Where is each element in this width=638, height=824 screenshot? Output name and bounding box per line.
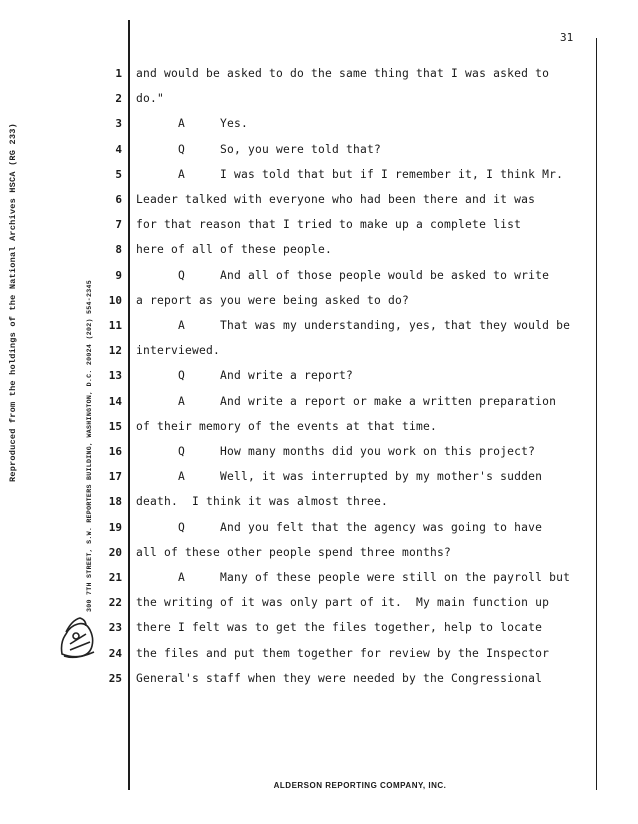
- reporter-seal-icon: [56, 614, 100, 660]
- transcript-line: Q And all of those people would be asked to write: [136, 268, 550, 282]
- transcript-line: Leader talked with everyone who had been there and it was: [136, 193, 536, 206]
- transcript-line: a report as you were being asked to do?: [136, 293, 410, 307]
- transcript-line: Q How many months did you work on this project?: [136, 445, 536, 458]
- transcript-line: for that reason that I tried to make up a complete list: [136, 218, 522, 232]
- transcript-line: the files and put them together for review by the Inspector: [136, 646, 550, 660]
- line-number: 13: [108, 369, 122, 383]
- transcript-line: here of all of these people.: [136, 243, 333, 257]
- line-number: 17: [108, 470, 122, 484]
- transcript-line: Q And you felt that the agency was going to have: [136, 520, 543, 534]
- line-number: 23: [108, 621, 122, 635]
- transcript-line: A Many of these people were still on the payroll but: [136, 571, 571, 584]
- transcript-line: interviewed.: [136, 344, 221, 358]
- line-number: 14: [108, 394, 122, 408]
- line-number: 25: [108, 671, 122, 685]
- transcript-line: A That was my understanding, yes, that they would be: [136, 319, 571, 332]
- footer-company: ALDERSON REPORTING COMPANY, INC.: [273, 781, 447, 790]
- left-margin-rule: [128, 20, 130, 790]
- line-number: 2: [115, 92, 122, 106]
- transcript-line: of their memory of the events at that time.: [136, 419, 438, 433]
- transcript-line: Q So, you were told that?: [136, 142, 382, 156]
- transcript-line: A And write a report or make a written preparation: [136, 394, 557, 408]
- transcript-line: and would be asked to do the same thing that I was asked to: [136, 67, 550, 80]
- line-number: 12: [108, 344, 122, 358]
- transcript-line: Q And write a report?: [136, 369, 354, 383]
- line-number: 20: [108, 545, 122, 559]
- page-number: 31: [560, 31, 574, 44]
- line-number: 9: [115, 268, 122, 282]
- line-number: 21: [108, 571, 122, 584]
- transcript-line: do.": [136, 92, 165, 106]
- transcript-line: A Yes.: [136, 117, 249, 131]
- line-number: 22: [108, 596, 122, 610]
- line-number: 5: [115, 167, 122, 181]
- transcript-line: death. I think it was almost three.: [136, 495, 389, 509]
- transcript-line: all of these other people spend three months?: [136, 545, 452, 559]
- line-number: 4: [115, 142, 122, 156]
- line-number: 16: [108, 445, 122, 458]
- transcript-line: the writing of it was only part of it. My main function up: [136, 596, 550, 610]
- transcript-line: General's staff when they were needed by the Congressional: [136, 671, 543, 685]
- transcript-line: A I was told that but if I remember it, I think Mr.: [136, 167, 564, 181]
- line-number: 19: [108, 520, 122, 534]
- line-number: 6: [115, 193, 122, 206]
- line-number: 24: [108, 646, 122, 660]
- line-number: 3: [115, 117, 122, 131]
- line-number: 11: [108, 319, 122, 332]
- transcript-line: A Well, it was interrupted by my mother's sudden: [136, 470, 543, 484]
- line-number: 18: [108, 495, 122, 509]
- right-margin-rule: [596, 38, 597, 790]
- archive-stamp: Reproduced from the holdings of the National Archives HSCA (RG 233): [8, 123, 18, 482]
- line-number: 15: [108, 419, 122, 433]
- reporter-address: 300 7TH STREET, S.W. REPORTERS BUILDING, WASHINGTON, D.C. 20024 (202) 554-2345: [86, 279, 93, 612]
- line-number: 7: [115, 218, 122, 232]
- line-number: 10: [108, 293, 122, 307]
- transcript-line: there I felt was to get the files together, help to locate: [136, 621, 543, 635]
- line-number: 1: [115, 67, 122, 80]
- line-number: 8: [115, 243, 122, 257]
